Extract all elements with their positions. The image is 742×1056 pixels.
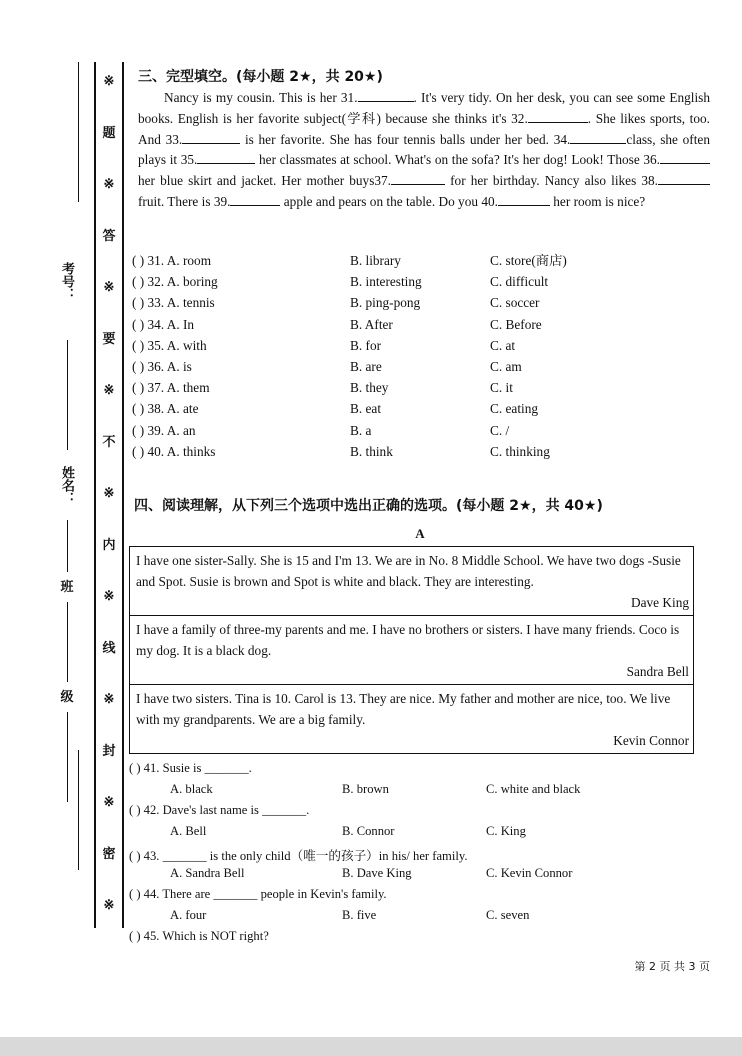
option-b: B. After xyxy=(350,316,393,332)
class-label: 班 xyxy=(60,579,74,594)
option-q[interactable]: ( ) 37. A. them xyxy=(132,380,210,396)
reading-passage-cell xyxy=(130,685,693,753)
reading-passage-author: Kevin Connor xyxy=(613,733,689,748)
option-c: C. Before xyxy=(490,316,542,332)
option-c: C. soccer xyxy=(490,295,540,311)
question-stem[interactable]: ( ) 41. Susie is _______. xyxy=(129,761,252,775)
answer-blank[interactable] xyxy=(498,193,550,206)
question-choice-c: C. King xyxy=(486,824,526,838)
answer-blank[interactable] xyxy=(358,89,414,102)
binding-mark: 答 xyxy=(102,227,116,243)
grade-blank xyxy=(67,712,68,802)
option-b: B. a xyxy=(350,422,372,438)
binding-mark: ※ xyxy=(103,485,115,500)
option-c: C. it xyxy=(490,380,513,396)
question-choice-a: A. Bell xyxy=(170,824,207,838)
answer-blank[interactable] xyxy=(570,131,626,144)
cloze-option-row xyxy=(132,271,692,292)
option-b: B. for xyxy=(350,337,382,353)
option-c: C. store(商店) xyxy=(490,253,567,268)
question-stem[interactable]: ( ) 45. Which is NOT right? xyxy=(129,929,269,943)
binding-mark: ※ xyxy=(103,897,115,912)
binding-mark: 密 xyxy=(102,845,116,861)
question-choice-c: C. white and black xyxy=(486,782,581,796)
reading-passage-cell xyxy=(130,547,693,616)
option-b: B. library xyxy=(350,253,401,268)
binding-mark: ※ xyxy=(103,279,115,294)
question-choice-b: B. five xyxy=(342,908,377,922)
question-choice-a: A. Sandra Bell xyxy=(170,866,245,880)
option-c: C. thinking xyxy=(490,443,550,459)
option-q[interactable]: ( ) 32. A. boring xyxy=(132,274,218,290)
option-b: B. interesting xyxy=(350,274,422,290)
answer-blank[interactable] xyxy=(391,172,445,185)
cloze-option-row xyxy=(132,398,692,419)
option-q[interactable]: ( ) 33. A. tennis xyxy=(132,295,215,311)
passage-text: . It's very tidy. On her desk, you can see some English books. English is her favorite subject(学科) because she thinks it's 32. xyxy=(138,90,711,126)
cloze-option-row xyxy=(132,356,692,377)
option-b: B. they xyxy=(350,380,389,396)
binding-mark: 题 xyxy=(102,124,116,140)
binding-mark: ※ xyxy=(103,176,115,191)
reading-table xyxy=(129,546,694,754)
binding-mark: 线 xyxy=(102,639,116,655)
binding-mark: 要 xyxy=(102,330,116,346)
reading-passage-cell xyxy=(130,616,693,685)
option-q[interactable]: ( ) 35. A. with xyxy=(132,337,207,353)
passage-text: class, she often plays it 35. xyxy=(138,131,710,168)
option-c: C. difficult xyxy=(490,274,549,290)
reading-passage-author: Sandra Bell xyxy=(626,664,689,679)
answer-blank[interactable] xyxy=(660,151,710,164)
option-b: B. ping-pong xyxy=(350,295,421,311)
reading-passage-author: Dave King xyxy=(631,595,689,610)
question-stem[interactable]: ( ) 43. _______ is the only child（唯一的孩子）in his/ her family. xyxy=(129,849,468,863)
binding-mark: ※ xyxy=(103,794,115,809)
binding-mark: ※ xyxy=(103,691,115,706)
grade-label: 级 xyxy=(60,689,74,704)
reading-passage-text: I have a family of three-my parents and me. I have no brothers or sisters. I have many friends. Coco is my dog. It is a black dog. xyxy=(136,622,680,658)
answer-blank[interactable] xyxy=(528,110,588,123)
option-c: C. / xyxy=(490,422,510,438)
question-stem[interactable]: ( ) 42. Dave's last name is _______. xyxy=(129,803,310,817)
passage-text: fruit. There is 39. xyxy=(138,193,231,209)
question-choice-c: C. Kevin Connor xyxy=(486,866,573,880)
passage-text: for her birthday. Nancy also likes 38. xyxy=(445,173,658,189)
cloze-option-row xyxy=(132,335,692,356)
answer-blank[interactable] xyxy=(197,151,255,164)
cloze-options xyxy=(132,250,692,462)
passage-text: apple and pears on the table. Do you 40. xyxy=(280,193,498,209)
question-choice-a: A. four xyxy=(170,908,207,922)
cloze-option-row xyxy=(132,441,692,462)
section-cloze xyxy=(138,66,710,213)
cloze-option-row xyxy=(132,420,692,441)
option-b: B. think xyxy=(350,443,393,459)
exam-number-blank xyxy=(67,340,68,450)
question-choice-b: B. Dave King xyxy=(342,866,412,880)
option-c: C. at xyxy=(490,337,516,353)
question-choice-b: B. Connor xyxy=(342,824,395,838)
binding-mark: ※ xyxy=(103,588,115,603)
reading-passage-text: I have two sisters. Tina is 10. Carol is 13. They are nice. My father and mother are nice, too. We live with my grandparents. We are a big family. xyxy=(136,691,671,727)
cloze-option-row xyxy=(132,292,692,313)
question-choice-a: A. black xyxy=(170,782,213,796)
option-c: C. am xyxy=(490,358,522,374)
option-q[interactable]: ( ) 31. A. room xyxy=(132,253,212,268)
binding-mark: ※ xyxy=(103,382,115,397)
binding-line-inner xyxy=(122,62,124,928)
option-b: B. eat xyxy=(350,401,382,417)
option-q[interactable]: ( ) 38. A. ate xyxy=(132,401,199,417)
option-q[interactable]: ( ) 34. A. In xyxy=(132,316,195,332)
passage-text: is her favorite. She has four tennis balls under her bed. 34. xyxy=(240,131,571,147)
question-choice-c: C. seven xyxy=(486,908,530,922)
cloze-option-row xyxy=(132,314,692,335)
binding-mark: 封 xyxy=(102,742,116,758)
name-label: 姓名： xyxy=(60,466,75,505)
answer-blank[interactable] xyxy=(182,131,240,144)
page-footer: 第 2 页 共 3 页 xyxy=(634,960,710,973)
passage-text: . She likes sports, too. And 33. xyxy=(138,110,710,147)
cloze-passage xyxy=(138,88,710,213)
option-b: B. are xyxy=(350,358,382,374)
option-c: C. eating xyxy=(490,401,539,417)
section-4-title: 四、阅读理解，从下列三个选项中选出正确的选项。(每小题 2★，共 40★) xyxy=(134,498,603,514)
answer-blank[interactable] xyxy=(658,172,710,185)
question-stem[interactable]: ( ) 44. There are _______ people in Kevin's family. xyxy=(129,887,387,901)
binding-line-far xyxy=(78,62,79,202)
cloze-option-row xyxy=(132,250,692,271)
passage-text: Nancy is my cousin. This is her 31. xyxy=(164,90,358,105)
passage-text: her blue skirt and jacket. Her mother buys37. xyxy=(138,173,391,189)
name-blank xyxy=(67,520,68,572)
class-blank xyxy=(67,602,68,682)
passage-label: A xyxy=(415,526,425,541)
binding-mark: ※ xyxy=(103,73,115,88)
binding-mark: 内 xyxy=(102,536,116,552)
option-q[interactable]: ( ) 36. A. is xyxy=(132,358,192,374)
option-q[interactable]: ( ) 39. A. an xyxy=(132,422,196,438)
bottom-bar xyxy=(0,1037,742,1056)
exam-number-label: 考号： xyxy=(60,262,75,301)
binding-mark: 不 xyxy=(102,433,116,449)
reading-passage-text: I have one sister-Sally. She is 15 and I'm 13. We are in No. 8 Middle School. We have two dogs -Susie and Spot. Susie is brown and Spot is white and black. They are interesting. xyxy=(136,553,681,589)
cloze-option-row xyxy=(132,377,692,398)
binding-line-outer xyxy=(94,62,96,928)
binding-line-far-2 xyxy=(78,750,79,870)
section-3-title: 三、完型填空。(每小题 2★，共 20★) xyxy=(138,69,383,85)
option-q[interactable]: ( ) 40. A. thinks xyxy=(132,443,216,459)
answer-blank[interactable] xyxy=(230,193,280,206)
question-choice-b: B. brown xyxy=(342,782,389,796)
passage-text: her classmates at school. What's on the sofa? It's her dog! Look! Those 36. xyxy=(255,152,660,168)
passage-text: her room is nice? xyxy=(549,193,646,209)
